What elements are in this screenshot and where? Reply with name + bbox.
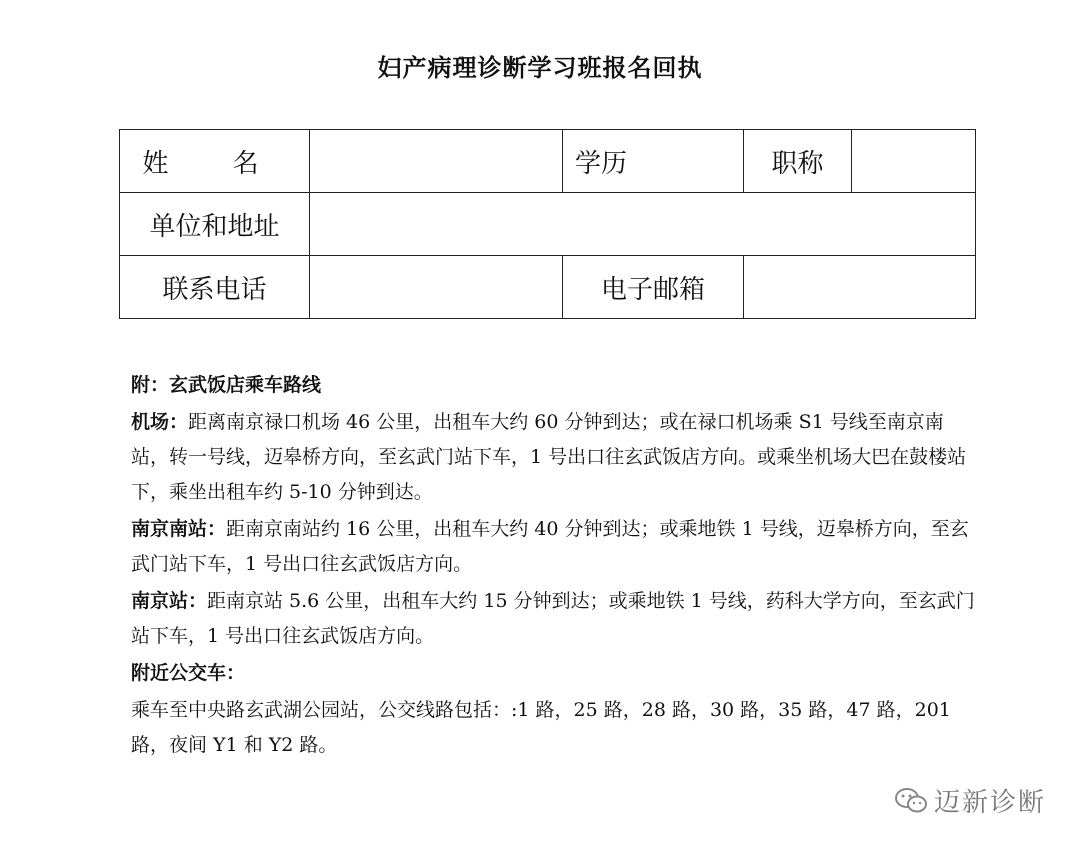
- unit-address-label: 单位和地址: [120, 193, 310, 256]
- education-label: 学历: [563, 130, 744, 193]
- watermark: [894, 782, 1046, 819]
- unit-address-field[interactable]: [310, 193, 976, 256]
- registration-form-table: [119, 129, 976, 319]
- position-field[interactable]: [852, 130, 976, 193]
- south-station-label: 南京南站：: [131, 518, 227, 540]
- wechat-icon: [894, 786, 928, 816]
- name-field[interactable]: [310, 130, 563, 193]
- form-row-contact: [120, 256, 976, 319]
- station-paragraph: [131, 584, 981, 654]
- watermark-text: 迈新诊断: [933, 788, 1046, 818]
- bus-heading: 附近公交车：: [131, 662, 246, 684]
- name-label: 姓 名: [120, 130, 310, 193]
- email-label: 电子邮箱: [563, 256, 744, 319]
- bus-text: 乘车至中央路玄武湖公园站，公交线路包括：:1 路，25 路，28 路，30 路，35 路，47 路，201 路，夜间 Y1 和 Y2 路。: [131, 699, 951, 756]
- page-title: 妇产病理诊断学习班报名回执: [377, 53, 703, 82]
- south-station-paragraph: [131, 512, 981, 582]
- station-label: 南京站：: [131, 590, 208, 612]
- airport-label: 机场：: [131, 411, 189, 433]
- form-row-unit: [120, 193, 976, 256]
- south-station-text: 距南京南站约 16 公里，出租车大约 40 分钟到达；或乘地铁 1 号线，迈皋桥方向，至玄武门站下车，1 号出口往玄武饭店方向。: [131, 518, 969, 575]
- phone-field[interactable]: [310, 256, 563, 319]
- position-label: 职称: [744, 130, 852, 193]
- station-text: 距南京站 5.6 公里，出租车大约 15 分钟到达；或乘地铁 1 号线，药科大学方向，至玄武门站下车，1 号出口往玄武饭店方向。: [131, 590, 975, 647]
- directions-heading: 附：玄武饭店乘车路线: [131, 374, 322, 396]
- form-row-name: [120, 130, 976, 193]
- airport-text: 距离南京禄口机场 46 公里，出租车大约 60 分钟到达；或在禄口机场乘 S1 号线至南京南站，转一号线，迈皋桥方向，至玄武门站下车，1 号出口往玄武饭店方向。或乘坐机场大巴在鼓楼站下，乘坐出租车约 5-10 分钟到达。: [131, 411, 967, 503]
- airport-paragraph: [131, 405, 981, 510]
- directions-section: [131, 368, 981, 765]
- email-field[interactable]: [744, 256, 976, 319]
- phone-label: 联系电话: [120, 256, 310, 319]
